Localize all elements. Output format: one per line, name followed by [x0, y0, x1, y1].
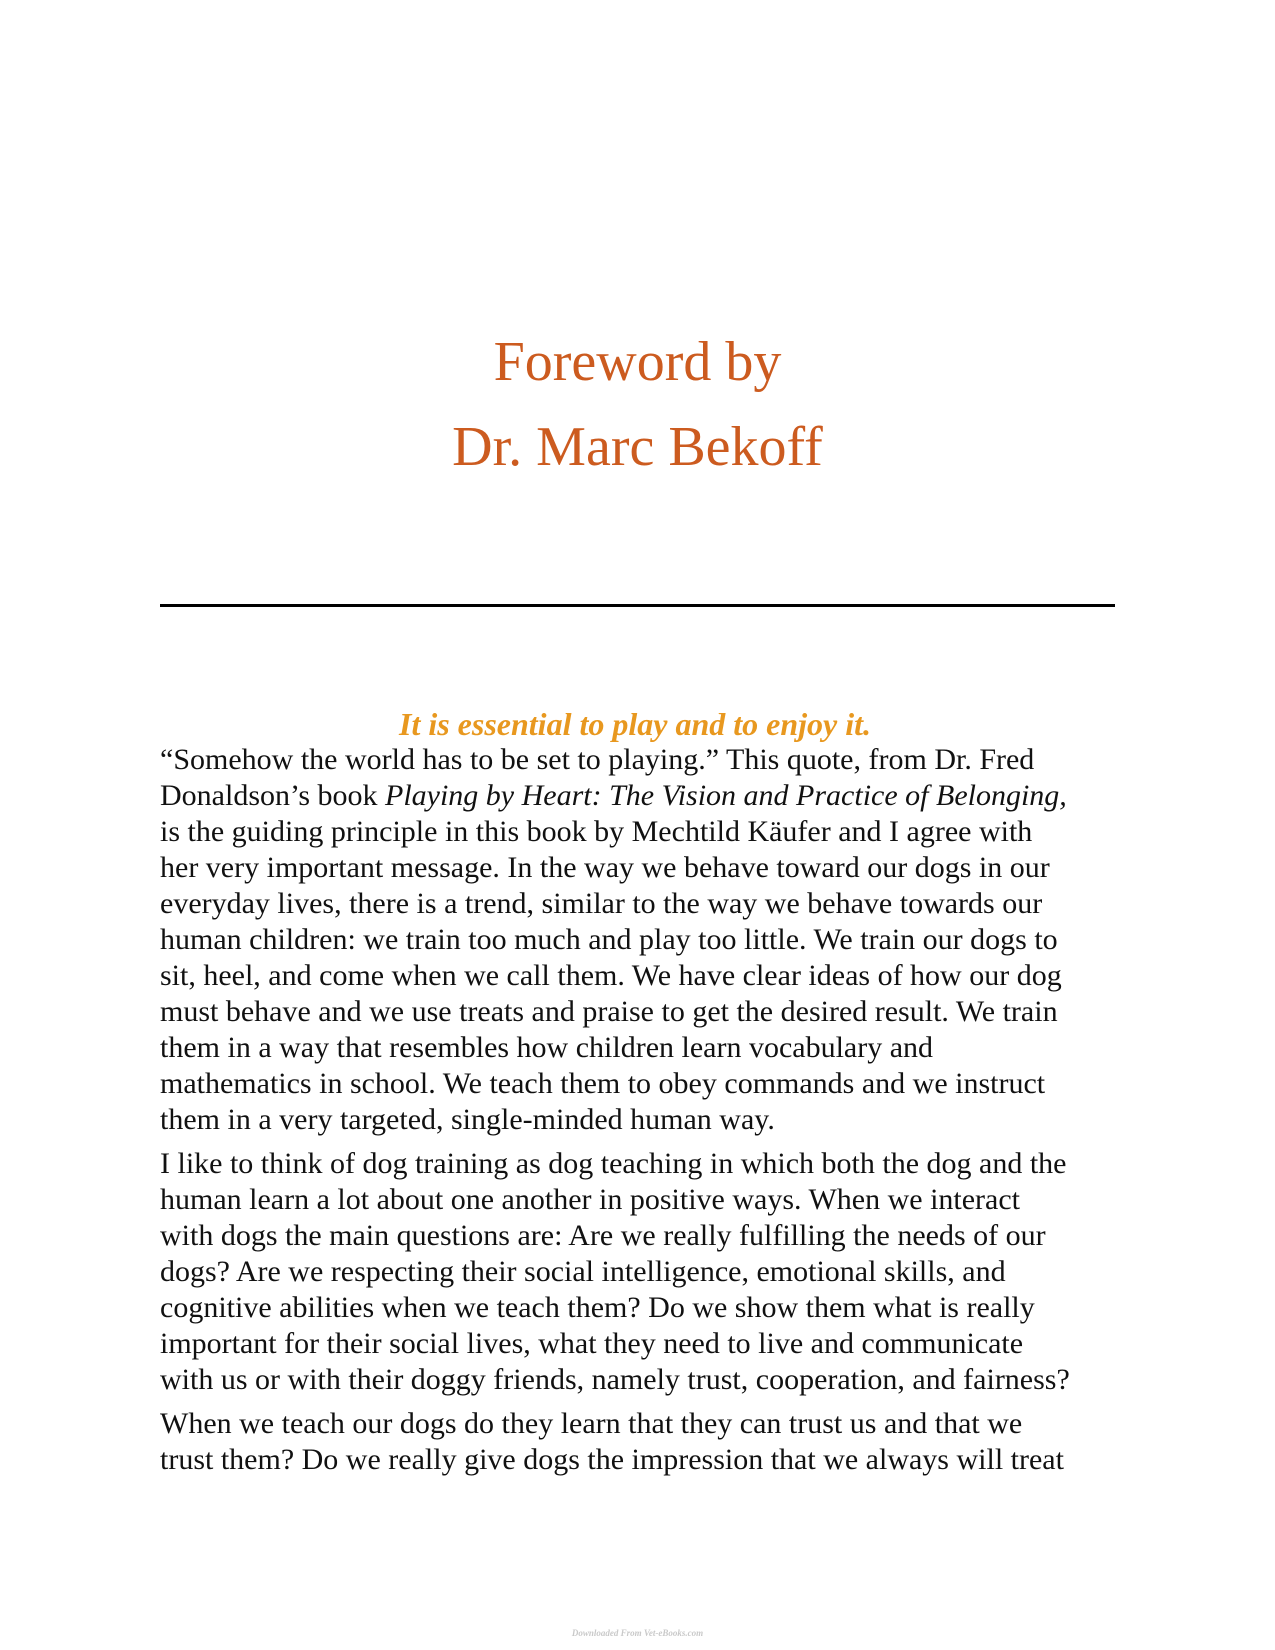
text-line: “Somehow the world has to be set to playing.” This quote, from Dr. Fred	[160, 743, 1035, 776]
text-line: with dogs the main questions are: Are we really fulfilling the needs of our	[160, 1219, 1046, 1252]
text-line: I like to think of dog training as dog teaching in which both the dog and the	[160, 1147, 1067, 1180]
text-line: sit, heel, and come when we call them. We have clear ideas of how our dog	[160, 959, 1062, 992]
book-title: Playing by Heart: The Vision and Practice of Belonging,	[385, 779, 1067, 812]
text-line: her very important message. In the way we behave toward our dogs in our	[160, 851, 1050, 884]
title-line-2: Dr. Marc Bekoff	[452, 416, 823, 478]
title-line-1: Foreword by	[493, 331, 782, 393]
text-line: is the guiding principle in this book by Mechtild Käufer and I agree with	[160, 815, 1033, 848]
text-line: them in a way that resembles how children learn vocabulary and	[160, 1031, 934, 1064]
text-line: dogs? Are we respecting their social intelligence, emotional skills, and	[160, 1255, 1006, 1288]
body-text	[160, 706, 1110, 1486]
download-watermark: Downloaded From Vet-eBooks.com	[571, 1628, 704, 1638]
text-line: cognitive abilities when we teach them? Do we show them what is really	[160, 1291, 1035, 1324]
text-segment: Donaldson’s book	[160, 779, 378, 812]
text-line: must behave and we use treats and praise to get the desired result. We train	[160, 995, 1058, 1028]
text-line: human children: we train too much and play too little. We train our dogs to	[160, 923, 1058, 956]
text-line	[160, 778, 1110, 814]
text-line: everyday lives, there is a trend, similar to the way we behave towards our	[160, 887, 1043, 920]
text-line: them in a very targeted, single-minded human way.	[160, 1103, 775, 1136]
text-line: human learn a lot about one another in positive ways. When we interact	[160, 1183, 1021, 1216]
epigraph: It is essential to play and to enjoy it.	[398, 706, 871, 742]
horizontal-rule	[160, 604, 1115, 607]
text-line: When we teach our dogs do they learn that they can trust us and that we	[160, 1407, 1023, 1440]
paragraph-3	[160, 1406, 1110, 1478]
text-line: important for their social lives, what they need to live and communicate	[160, 1327, 1024, 1360]
paragraph-1	[160, 742, 1110, 1138]
text-line: with us or with their doggy friends, namely trust, cooperation, and fairness?	[160, 1363, 1070, 1396]
text-line: mathematics in school. We teach them to obey commands and we instruct	[160, 1067, 1046, 1100]
text-line: trust them? Do we really give dogs the impression that we always will treat	[160, 1443, 1064, 1476]
paragraph-2	[160, 1146, 1110, 1398]
